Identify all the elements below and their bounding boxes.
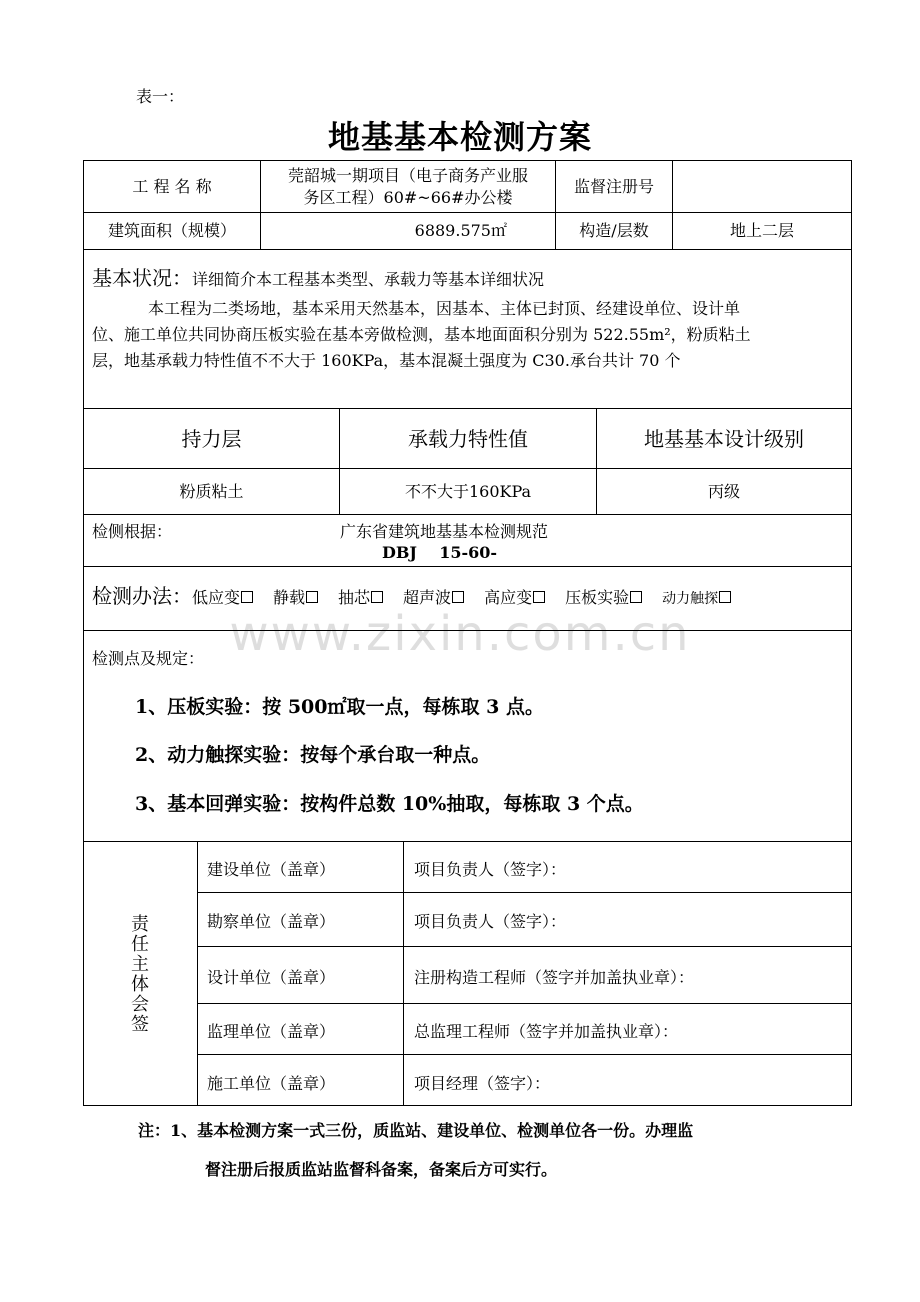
row-divider: [197, 946, 852, 947]
row-divider: [83, 566, 852, 567]
overview-text-line1: 本工程为二类场地，基本采用天然基本，因基本、主体已封顶、经建设单位、设计单: [148, 299, 741, 318]
method-dynamic-penetration: 动力触探: [662, 591, 719, 607]
project-name-label: 工 程 名 称: [132, 176, 212, 196]
row-divider: [83, 514, 852, 515]
footer-note-line1: 注：1、基本检测方案一式三份，质监站、建设单位、检测单位各一份。办理监: [138, 1121, 694, 1140]
signoff-signer: 注册构造工程师（签字并加盖执业章）：: [414, 968, 695, 987]
col-divider: [197, 841, 198, 1106]
overview-heading-row: [92, 262, 544, 291]
signoff-signer: 项目负责人（签字）：: [414, 860, 567, 879]
method-low-strain-checkbox[interactable]: [241, 591, 253, 603]
point-item-3: 3、基本回弹实验：按构件总数 10%抽取，每栋取 3 个点。: [135, 793, 644, 815]
area-value: 6889.575㎡: [414, 221, 507, 240]
method-dynamic-penetration-checkbox[interactable]: [719, 591, 731, 603]
point-item-2: 2、动力触探实验：按每个承台取一种点。: [135, 744, 491, 766]
col-divider: [403, 841, 404, 1106]
basis-standard-name: 广东省建筑地基基本检测规范: [340, 522, 549, 541]
methods-label: 检测办法：: [92, 584, 192, 608]
signoff-unit: 监理单位（盖章）: [207, 1022, 336, 1041]
overview-hint: 详细简介本工程基本类型、承载力等基本详细状况: [192, 270, 545, 289]
bearing-header-layer: 持力层: [181, 426, 242, 451]
method-plate-load-checkbox[interactable]: [630, 591, 642, 603]
method-high-strain: 高应变: [484, 588, 533, 607]
overview-text-line2: 位、施工单位共同协商压板实验在基本旁做检测，基本地面面积分别为 522.55m²，粉质粘土: [92, 325, 751, 344]
signoff-unit: 施工单位（盖章）: [207, 1074, 336, 1093]
signoff-unit: 勘察单位（盖章）: [207, 912, 336, 931]
structure-label: 构造/层数: [579, 221, 649, 240]
method-static-load-checkbox[interactable]: [306, 591, 318, 603]
signoff-unit: 设计单位（盖章）: [207, 968, 336, 987]
bearing-header-capacity: 承载力特性值: [408, 426, 528, 451]
bearing-value-capacity: 不不大于160KPa: [404, 481, 532, 501]
bearing-value-layer: 粉质粘土: [179, 481, 244, 501]
method-ultrasonic: 超声波: [403, 588, 452, 607]
project-name-line2: 务区工程）60#~66#办公楼: [303, 187, 513, 207]
method-core-drilling-checkbox[interactable]: [371, 591, 383, 603]
method-low-strain: 低应变: [192, 588, 241, 607]
row-divider: [83, 249, 852, 250]
method-high-strain-checkbox[interactable]: [533, 591, 545, 603]
table-label: 表一：: [136, 87, 185, 106]
project-name-value: [261, 161, 555, 212]
bearing-value-grade: 丙级: [707, 481, 740, 501]
watermark: www.zixin.com.cn: [229, 606, 691, 662]
document-title: 地基基本检测方案: [327, 118, 592, 156]
overview-heading: 基本状况：: [92, 266, 192, 290]
area-label: 建筑面积（规模）: [107, 221, 236, 240]
point-item-1: 1、压板实验：按 500㎡取一点，每栋取 3 点。: [135, 696, 544, 718]
footer-note-line2: 督注册后报质监站监督科备案，备案后方可实行。: [205, 1160, 558, 1179]
row-divider: [197, 1054, 852, 1055]
overview-text-line3: 层，地基承载力特性值不不大于 160KPa，基本混凝土强度为 C30.承台共计 70 个: [92, 351, 681, 370]
row-divider: [83, 841, 852, 842]
project-name-line1: 莞韶城一期项目（电子商务产业服: [287, 165, 528, 185]
method-ultrasonic-checkbox[interactable]: [452, 591, 464, 603]
row-divider: [197, 1003, 852, 1004]
method-plate-load: 压板实验: [565, 588, 630, 607]
method-core-drilling: 抽芯: [338, 588, 371, 607]
bearing-header-grade: 地基基本设计级别: [644, 426, 804, 451]
basis-standard-code: DBJ 15-60-: [382, 543, 498, 562]
registration-value: [673, 161, 851, 212]
method-static-load: 静载: [273, 588, 306, 607]
methods-row: [92, 580, 731, 609]
points-heading: 检测点及规定：: [92, 649, 205, 668]
signoff-signer: 项目负责人（签字）：: [414, 912, 567, 931]
signoff-unit: 建设单位（盖章）: [207, 860, 336, 879]
basis-label: 检侧根据：: [92, 522, 173, 541]
structure-value: 地上二层: [729, 221, 794, 240]
signoff-signer: 总监理工程师（签字并加盖执业章）：: [414, 1022, 679, 1041]
row-divider: [197, 892, 852, 893]
registration-label: 监督注册号: [573, 176, 654, 196]
signoff-signer: 项目经理（签字）：: [414, 1074, 551, 1093]
